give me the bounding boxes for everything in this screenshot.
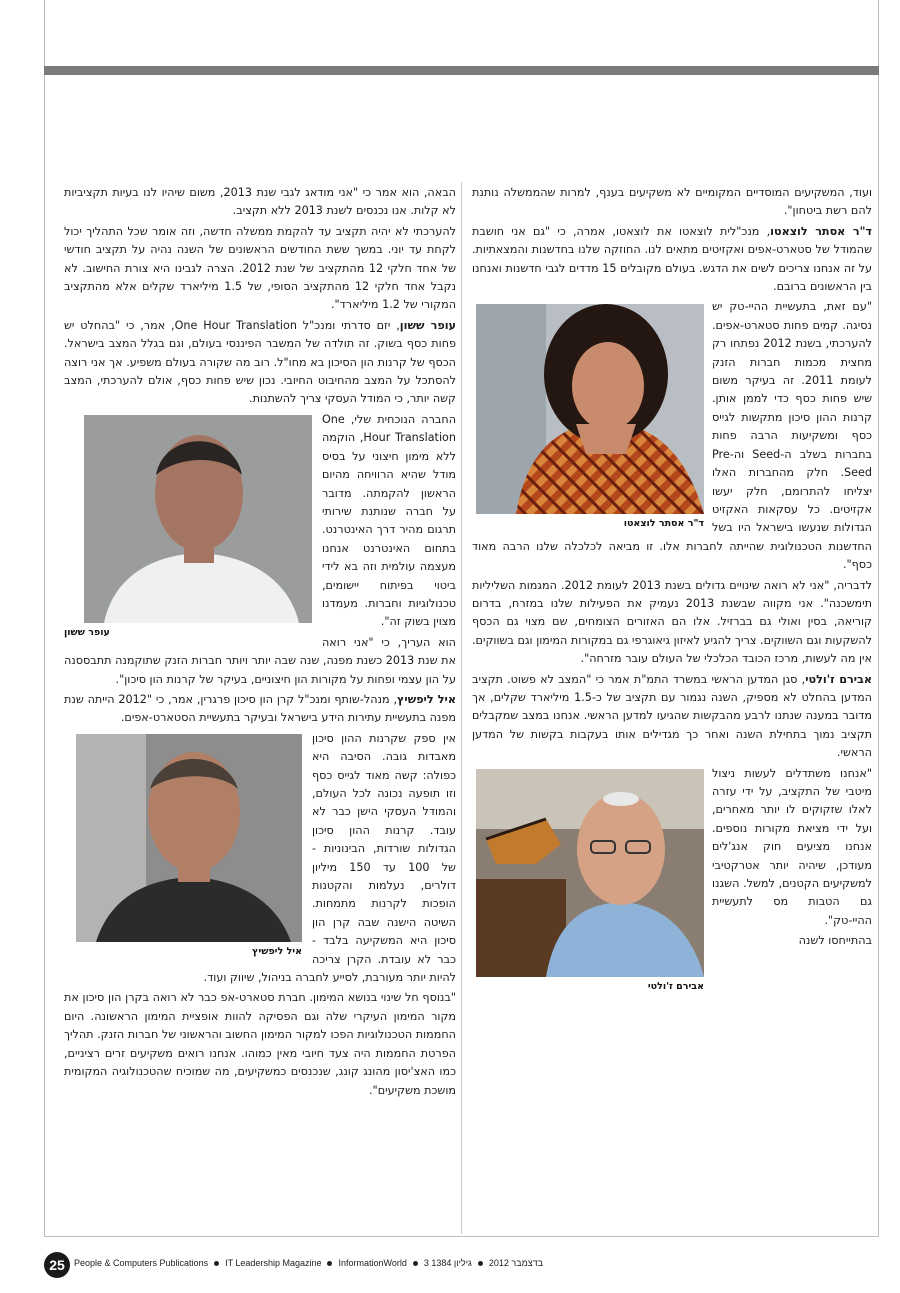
- paragraph: אין ספק שקרנות ההון סיכון מאבדות גובה. הסיבה היא כפולה: קשה מאוד לגייס כסף וזו תופעה נכונה לכל העולם, והמודל העסקי הישן כבר לא עובד. קרנות ההון סיכון הגדולות שורדות, הבינוניות - של 100 עד 150 מיליון דולרים, נעלמות והקטנות הופכות לקרנות מתמחות. השיטה הישנה שבה קרן הון סיכון היא המשקיעה בלבד - כבר לא עובדת. הקרן צריכה להיות יותר מעורבת, לסייע לחברה בניהול, שיווק ועוד.: [203, 731, 456, 985]
- page-number: 25: [44, 1252, 70, 1278]
- speaker-name: איל ליפשיץ: [397, 692, 456, 706]
- photo-caption: איל ליפשיץ: [252, 945, 302, 957]
- column-divider: [461, 182, 462, 1234]
- paragraph: איל ליפשיץ, מנהל-שותף ומנכ"ל קרן הון סיכון פרגרין, אמר, כי "2012 הייתה שנת מפנה בתעשיית עתירות הידע בישראל ובעיקר בתעשיית הסטארט-אפים.: [64, 692, 456, 725]
- photo-caption: עופר ששון: [64, 626, 110, 638]
- footer-item: IT Leadership Magazine: [225, 1258, 322, 1268]
- paragraph: בהתייחסו לשנה: [798, 934, 872, 948]
- speaker-name: אבירם ז'ולטי: [805, 672, 872, 686]
- ester-photo-block: [472, 304, 704, 536]
- paragraph: הבאה, הוא אמר כי "אני מודאג לגבי שנת 2013, משום שיהיו לנו בעיות תקציביות לא קלות. אנו נכנסים לשנת 2013 ללא תקציב.: [64, 186, 456, 218]
- paragraph: ד"ר אסתר לוצאטו, מנכ"לית לוצאטו את לוצאטו, אמרה, כי "גם אני חושבת שהמודל של סטארט-אפים ואקזיטים מתאים לנו. החוזקה שלנו בחדשנות והמצאתיות. על זה אנחנו צריכים לשים את הדגש. בעולם מקובלים 15 מדדים לגבי חדשנות ואנחנו בין הראשונים ברובם.: [472, 224, 873, 294]
- bullet-icon: [214, 1261, 219, 1266]
- header-bar: [44, 66, 879, 75]
- aviram-photo: [476, 769, 704, 977]
- ester-photo: [476, 304, 704, 514]
- paragraph: "בנוסף חל שינוי בנושא המימון. חברת סטארט-אפ כבר לא רואה בקרן הון סיכון את מקור המימון העיקרי שלה וגם הפסיקה להוות אופציית המימון הראשונה. היום החממות הטכנולוגיות הפכו למקור המימון החשוב והראשוני של חברות הזנק. תהליך הפרטת החממות היה צעד חיובי מאין כמוהו. אנחנו רואים משקיעים זרים רציניים, כמו האצ'יסון מהונג קונג, שנכנסים כמשקיעים, מה שמוכיח שהטכנולוגיה המקומית מושכת משקיעים".: [64, 991, 456, 1097]
- ofer-photo-block: [64, 415, 312, 647]
- paragraph: אבירם ז'ולטי, סגן המדען הראשי במשרד התמ"ת אמר כי "המצב לא פשוט. תקציב המדען בהחלט לא מספיק, השנה נגמור עם תקציב של כ-1.5 מיליארד שקלים, אך מדובר במענה שנתנו לרבע מהבקשות שהגיעו למדען הראשי. אנחנו במצב שמקבלים תקציב נמוך בתחילת השנה ואחר כך מגדילים אותו בעקבות בקשות של המדען הראשי.: [472, 672, 872, 760]
- footer-item: People & Computers Publications: [74, 1258, 209, 1268]
- paragraph: הוא העריך, כי "אני רואה את שנת 2013 כשנת מפנה, שנה שבה יותר ויותר חברות הזנק שתוקמנה תתבססנה על הון עצמי ופחות על מקורות הון חיצוניים, בעיקר של קרנות הון סיכון".: [64, 635, 457, 686]
- aviram-photo-block: [472, 769, 704, 995]
- paragraph: עופר ששון, יזם סדרתי ומנכ"ל One Hour Translation, אמר, כי "בהחלט יש פחות כסף בשוק. זה תולדה של המשבר הפיננסי בעולם, וגם בגלל המצב בישראל. הכסף של קרנות הון הסיכון בא מחו"ל. רוב מה שקורה בעולם משפיע. אך אני רוצה להסתכל על המצב מהחיבוט החיובי. נכון שיש פחות כסף, אולם להערכתי, המצב קשה יותר, כי המודל העסקי צריך להשתנות.: [64, 318, 456, 406]
- paragraph: החברה הנוכחית שלי, One Hour Translation, הוקמה ללא מימון חיצוני על בסיס מודל שהיא הרוויחה מהיום הראשון להקמתה. מדובר על חברה שנותנת שירותי תרגום מהיר דרך האינטרנט. בתחום האינטרנט אנחנו מעצמה עולמית וזה בא לידי ביטוי בפיתוח יישומים, טכנולוגיות וחברות. מעמדנו מצוין בשוק זה".: [322, 412, 456, 629]
- footer-item: InformationWorld: [338, 1258, 407, 1268]
- speaker-name: עופר ששון: [399, 318, 456, 332]
- footer-item: 3 בדצמבר 2012: [423, 1258, 544, 1268]
- photo-caption: אבירם ז'ולטי: [647, 980, 704, 992]
- bullet-icon: [327, 1261, 332, 1266]
- speaker-name: ד"ר אסתר לוצאטו: [770, 224, 872, 238]
- paragraph: "אנחנו משתדלים לעשות ניצול מיטבי של התקציב, על ידי עזרה לאלו שזקוקים לו יותר מאחרים, ועל ידי מציאת מקורות נוספים. אנחנו מציעים חוק אנג'לים מעודכן, שיהיה יותר אטרקטיבי למשקיעים הקטנים, למשל. השגנו גם הטבות מס לתעשיית ההיי-טק".: [712, 766, 872, 927]
- ofer-photo: [84, 415, 312, 623]
- photo-caption: ד"ר אסתר לוצאטו: [623, 518, 704, 530]
- eyal-photo: [76, 734, 302, 942]
- footer-publication-line: [74, 1258, 543, 1268]
- right-column: [472, 184, 872, 995]
- bullet-icon: [478, 1261, 483, 1266]
- paragraph: ועוד, המשקיעים המוסדיים המקומיים לא משקיעים בענף, למרות שהממשלה נותנת להם רשת ביטחון".: [472, 186, 872, 218]
- paragraph: להערכתי לא יהיה תקציב עד להקמת ממשלה חדשה, וזה אומר שכל התהליך יכול לקחת עד יוני. במשך ששת החודשים הראשונים של השנה נהיה על תקציב חודשי של אחד חלקי 12 מהתקציב של שנת 2012. הצרה לגבינו היא צורת החישוב. לא נקבל אחד חלקי 12 מהתקציב הסופי, של 1.5 מיליארד שקלים אלא מהתקציב המקורי של 1.2 מיליארד".: [64, 224, 456, 312]
- footer-item: גיליון 1384: [431, 1258, 472, 1268]
- paragraph: "עם זאת, בתעשיית ההיי-טק יש נסיגה. קמים פחות סטארט-אפים. להערכתי, בשנת 2012 נפתחו רק מחצית מכמות חברות הזנק לעומת 2011. זה בעיקר משום שיש פחות כסף כדי לממן אותן. קרנות ההון סיכון מתקשות לגייס כסף ומשקיעות הרבה פחות בחברות בשלב ה-Seed וה-Pre Seed. חלק מהחברות האלו יצליחו להתרומם, חלק יעשו אקזיטים. כל עסקאות האקזיט הגדולות שנעשו בישראל היו בשל החדשנות הטכנולוגית שהייתה לחברות אלו. זו מביאה לכלכלה שלנו הרבה מאוד כסף".: [472, 300, 872, 572]
- eyal-photo-block: [54, 734, 302, 964]
- page-footer: [44, 1252, 879, 1280]
- bullet-icon: [413, 1261, 418, 1266]
- paragraph: לדבריה, "אני לא רואה שינויים גדולים בשנת 2013 לעומת 2012. המגמות השליליות תימשכנה". אני מקווה שבשנת 2013 נעמיק את הפעילות שלנו במזרח, בדרום קוריאה, בסין ואולי גם בברזיל. אלו הם האזורים הצומחים, שם מצוי גם הכסף להשקעות וגם השווקים. צריך להגיע לאיזון גיאוגרפי גם במקורות המימון וגם בשווקים. אין מה לעשות, מרכז הכובד הכלכלי של העולם עובר מזרחה".: [472, 578, 872, 666]
- left-column: [64, 184, 456, 1102]
